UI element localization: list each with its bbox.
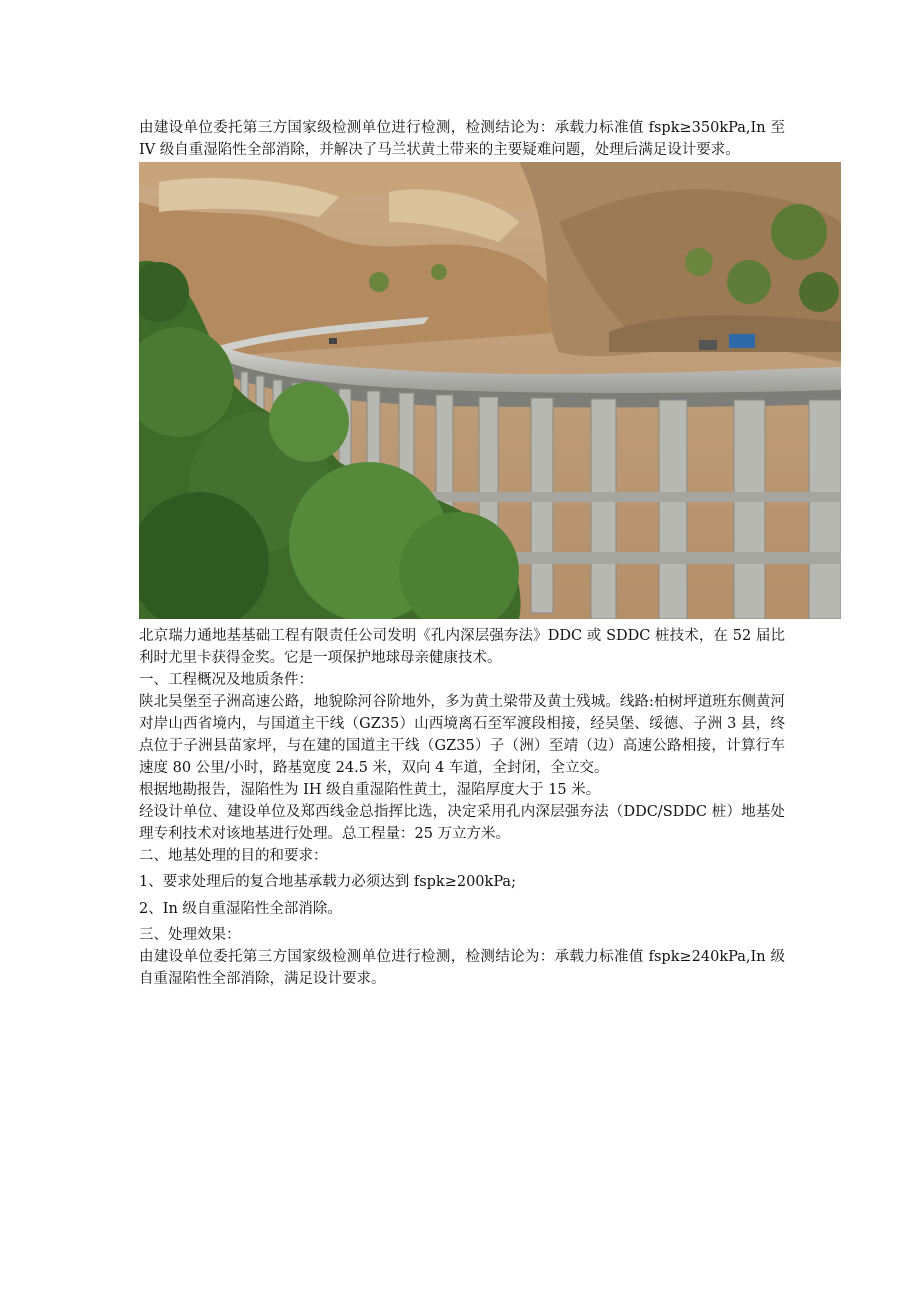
bridge-photo	[139, 162, 841, 619]
section3-paragraph: 由建设单位委托第三方国家级检测单位进行检测，检测结论为：承载力标准值 fspk≥240kPa,In 级自重湿陷性全部消除，满足设计要求。	[139, 949, 785, 987]
section1-paragraph-3: 经设计单位、建设单位及郑西线金总指挥比选，决定采用孔内深层强夯法（DDC/SDDC 桩）地基处理专利技术对该地基进行处理。总工程量：25 万立方米。	[139, 804, 785, 842]
list-item: 2、In 级自重湿陷性全部消除。	[139, 901, 342, 917]
section3-heading: 三、处理效果：	[139, 927, 241, 943]
document-page	[139, 117, 785, 990]
section1-heading: 一、工程概况及地质条件：	[139, 672, 313, 688]
intro-paragraph: 由建设单位委托第三方国家级检测单位进行检测，检测结论为：承载力标准值 fspk≥350kPa,In 至IV 级自重湿陷性全部消除，并解决了马兰状黄土带来的主要疑难问题，处理后满足设计要求。	[139, 120, 785, 158]
section2-heading: 二、地基处理的目的和要求：	[139, 848, 328, 864]
list-item: 1、要求处理后的复合地基承载力必须达到 fspk≥200kPa;	[139, 874, 516, 890]
section1-paragraph-2: 根据地勘报告，湿陷性为 IH 级自重湿陷性黄土，湿陷厚度大于 15 米。	[139, 782, 601, 798]
section1-paragraph-1: 陕北吴堡至子洲高速公路，地貌除河谷阶地外，多为黄土梁带及黄土残城。线路:柏树坪道班东侧黄河对岸山西省境内，与国道主干线（GZ35）山西境离石至军渡段相接，经吴堡、绥德、子洲 3 县，终点位于子洲县苗家坪，与在建的国道主干线（GZ35）子（洲）至靖（边）高速公路相接，计算行车速度 80 公里/小时，路基宽度 24.5 米，双向 4 车道，全封闭，全立交。	[139, 694, 785, 776]
company-paragraph: 北京瑞力通地基基础工程有限责任公司发明《孔内深层强夯法》DDC 或 SDDC 桩技术，在 52 届比利时尤里卡获得金奖。它是一项保护地球母亲健康技术。	[139, 628, 785, 666]
